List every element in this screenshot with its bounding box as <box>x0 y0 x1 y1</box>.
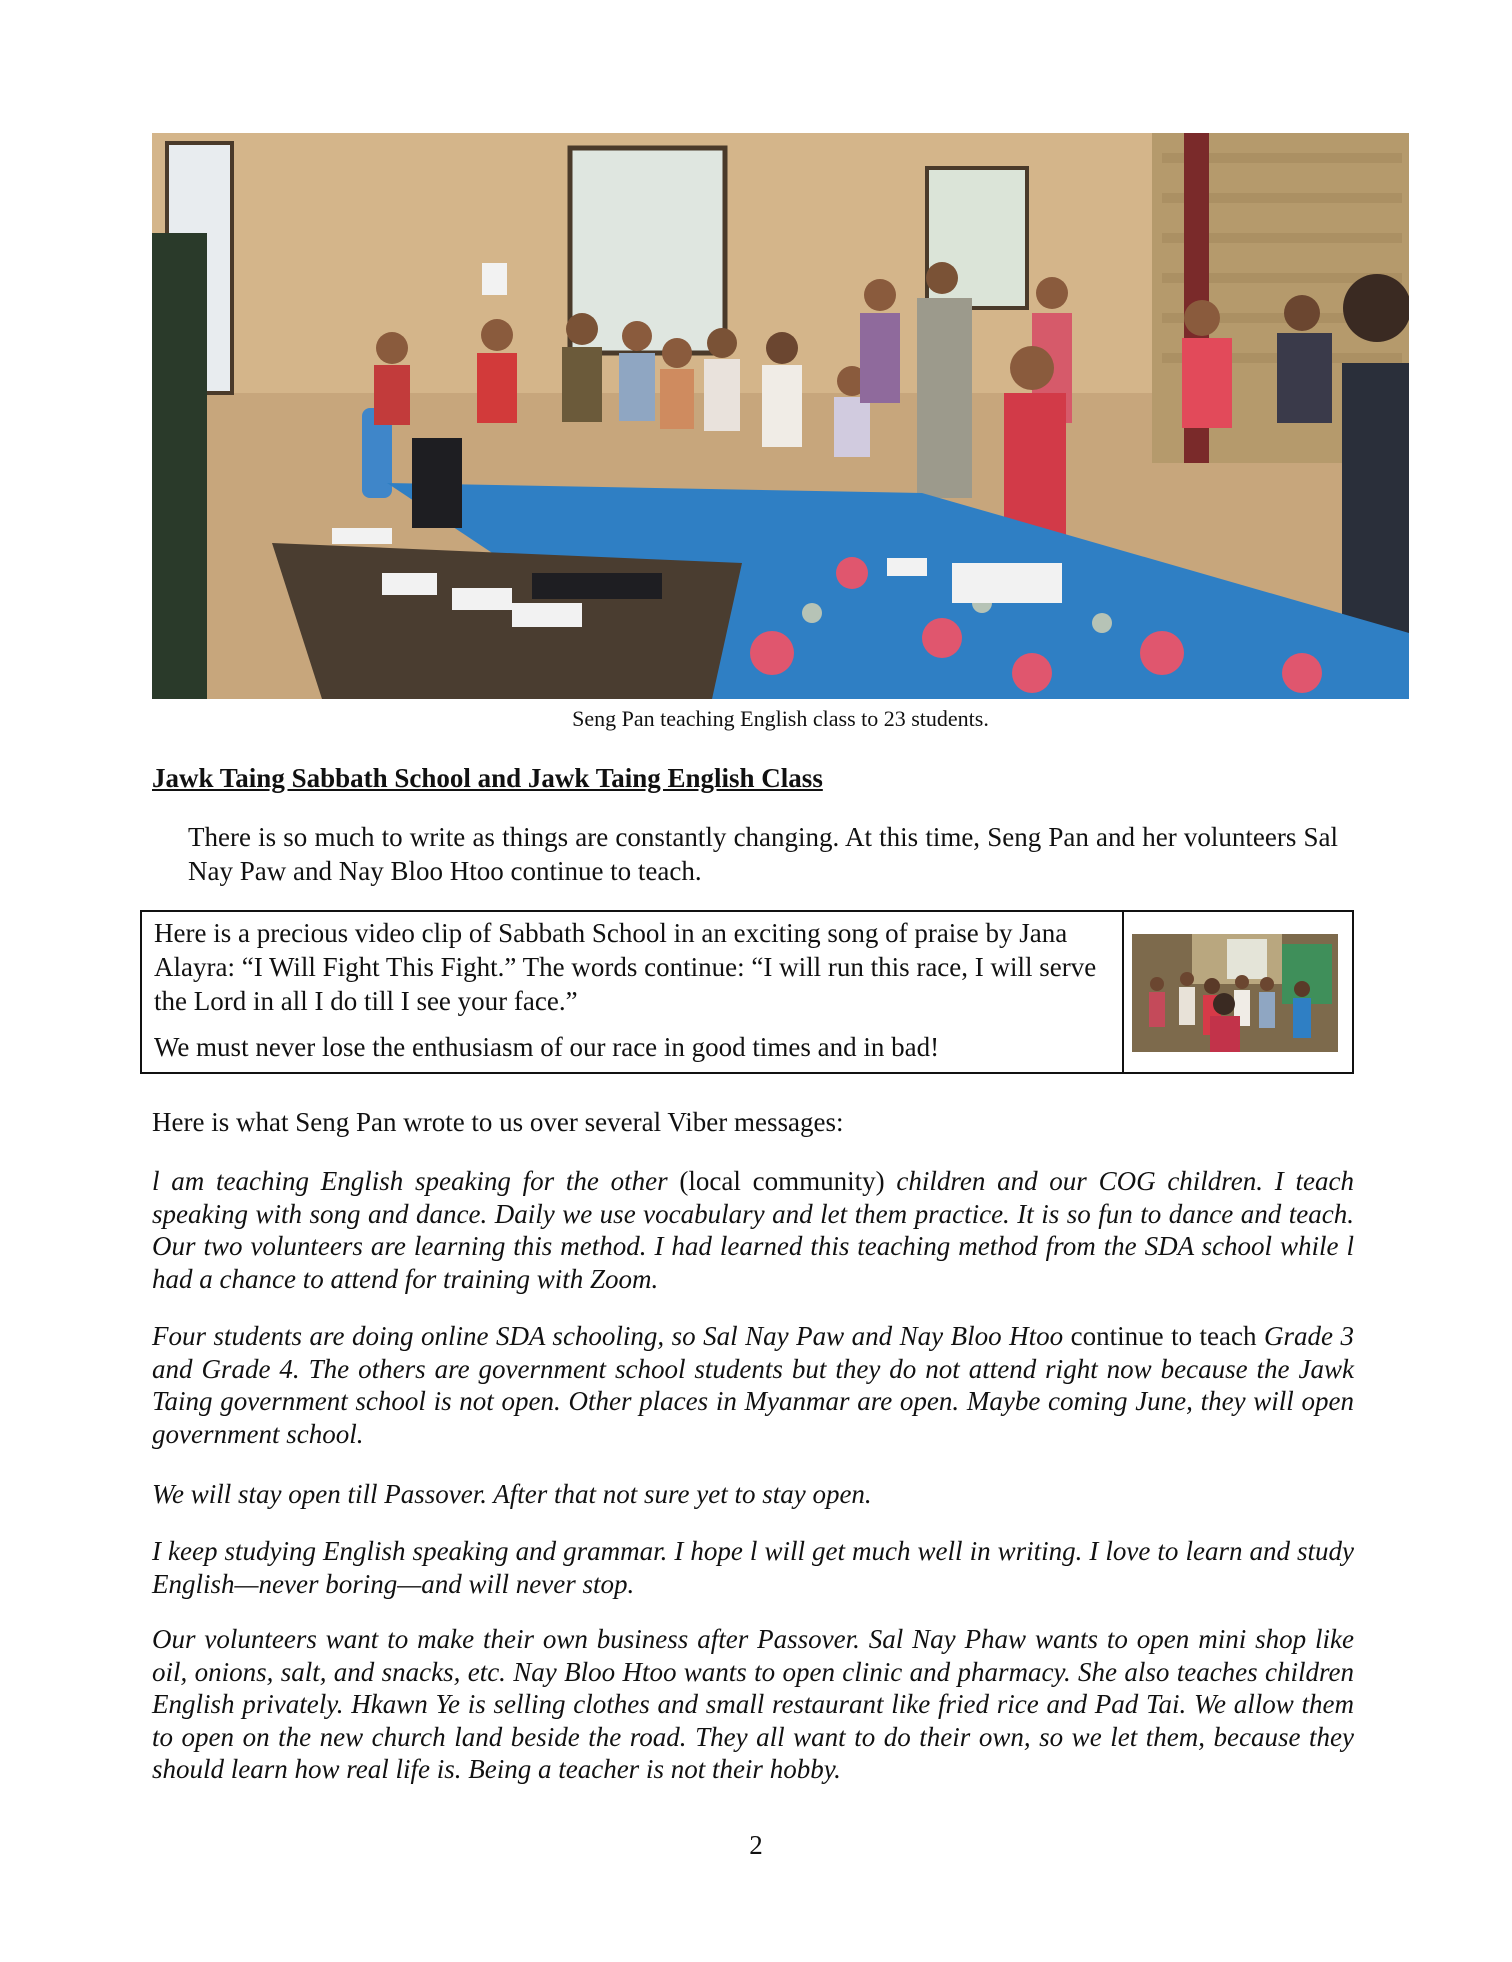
p2-italic-b: Grade 3 and Grade 4. The others are government school students but they do not attend right now because the Jawk Taing government school is not open. Other places in Myanmar are open. Maybe coming June, they will open government school. <box>152 1321 1354 1449</box>
letter-paragraph-1 <box>152 1165 1354 1295</box>
p2-plain: continue to teach <box>1063 1321 1265 1351</box>
letter-paragraph-3 <box>152 1478 1354 1511</box>
box-divider <box>1122 912 1124 1072</box>
p1-italic-a: l am teaching English speaking for the other <box>152 1166 668 1196</box>
letter-lead-text: Here is what Seng Pan wrote to us over several Viber messages: <box>152 1107 844 1137</box>
page-number: 2 <box>749 1830 763 1860</box>
p5-text: Our volunteers want to make their own business after Passover. Sal Nay Phaw wants to open mini shop like oil, onions, salt, and snacks, etc. Nay Bloo Htoo wants to open clinic and pharmacy. She also teaches children English privately. Hkawn Ye is selling clothes and small restaurant like fried rice and Pad Tai. We allow them to open on the new church land beside the road. They all want to do their own, so we let them, because they should learn how real life is. Being a teacher is not their hobby. <box>152 1624 1354 1784</box>
letter-lead <box>152 1106 1354 1139</box>
classroom-photo <box>152 133 1409 699</box>
video-clip-text <box>154 916 1109 1064</box>
p1-italic-b: children and our COG children. I teach speaking with song and dance. Daily we use vocabulary and let them practice. It is so fun to dance and teach. Our two volunteers are learning this method. I had learned this teaching method from the SDA school while l had a chance to attend for training with Zoom. <box>152 1166 1354 1294</box>
letter-paragraph-2 <box>152 1320 1354 1450</box>
p2-italic-a: Four students are doing online SDA schooling, so Sal Nay Paw and Nay Bloo Htoo <box>152 1321 1064 1351</box>
section-heading: Jawk Taing Sabbath School and Jawk Taing English Class <box>152 763 823 793</box>
p1-plain: (local community) <box>667 1166 897 1196</box>
p3-text: We will stay open till Passover. After that not sure yet to stay open. <box>152 1479 872 1509</box>
letter-paragraph-5 <box>152 1623 1354 1786</box>
video-clip-paragraph: Here is a precious video clip of Sabbath School in an exciting song of praise by Jana Alayra: “I Will Fight This Fight.” The words continue: “I will run this race, I will serve the Lord in all I do till I see your face.” <box>154 918 1097 1016</box>
letter-paragraph-4 <box>152 1535 1354 1601</box>
video-thumbnail[interactable] <box>1132 934 1338 1052</box>
photo-caption: Seng Pan teaching English class to 23 students. <box>572 706 989 731</box>
p4-text: I keep studying English speaking and grammar. I hope l will get much well in writing. I love to learn and study English—never boring—and will never stop. <box>152 1536 1354 1599</box>
enthusiasm-paragraph: We must never lose the enthusiasm of our race in good times and in bad! <box>154 1032 940 1062</box>
section-intro: There is so much to write as things are constantly changing. At this time, Seng Pan and her volunteers Sal Nay Paw and Nay Bloo Htoo continue to teach. <box>188 822 1338 886</box>
